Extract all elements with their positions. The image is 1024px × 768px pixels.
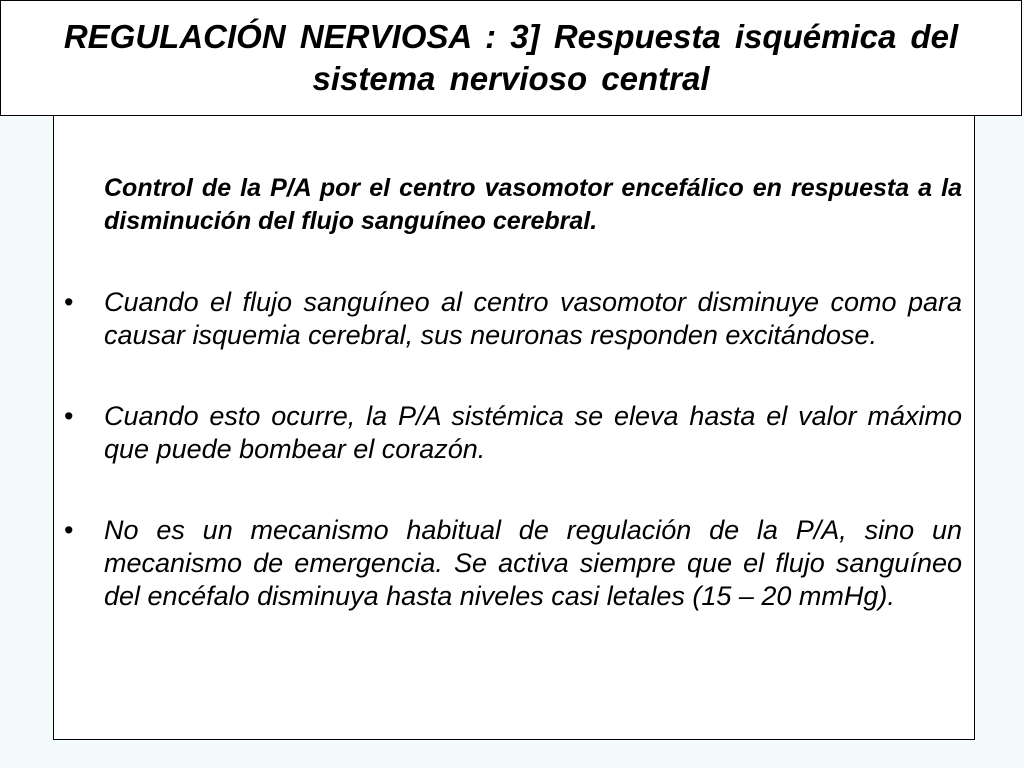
content-body xyxy=(54,172,974,613)
bullet-item-1 xyxy=(54,286,974,352)
bullet-item-2 xyxy=(54,400,974,466)
slide-title: REGULACIÓN NERVIOSA : 3] Respuesta isquémica del sistema nervioso central xyxy=(63,18,959,97)
bullet-text: Cuando el flujo sanguíneo al centro vasomotor disminuye como para causar isquemia cerebral, sus neuronas responden excitándose. xyxy=(104,287,962,350)
bullet-marker: • xyxy=(64,515,74,545)
bullet-marker: • xyxy=(64,287,74,317)
bullet-text: Cuando esto ocurre, la P/A sistémica se eleva hasta el valor máximo que puede bombear el corazón. xyxy=(104,401,962,464)
intro-paragraph: Control de la P/A por el centro vasomotor encefálico en respuesta a la disminución del flujo sanguíneo cerebral. xyxy=(104,174,962,235)
title-box xyxy=(0,0,1022,116)
bullet-text: No es un mecanismo habitual de regulación de la P/A, sino un mecanismo de emergencia. Se activa siempre que el flujo sanguíneo del encéfalo disminuya hasta niveles casi letales (15 – 20 mmHg). xyxy=(104,515,962,611)
bullet-marker: • xyxy=(64,401,74,431)
bullet-item-3 xyxy=(54,514,974,613)
content-box xyxy=(53,116,975,740)
